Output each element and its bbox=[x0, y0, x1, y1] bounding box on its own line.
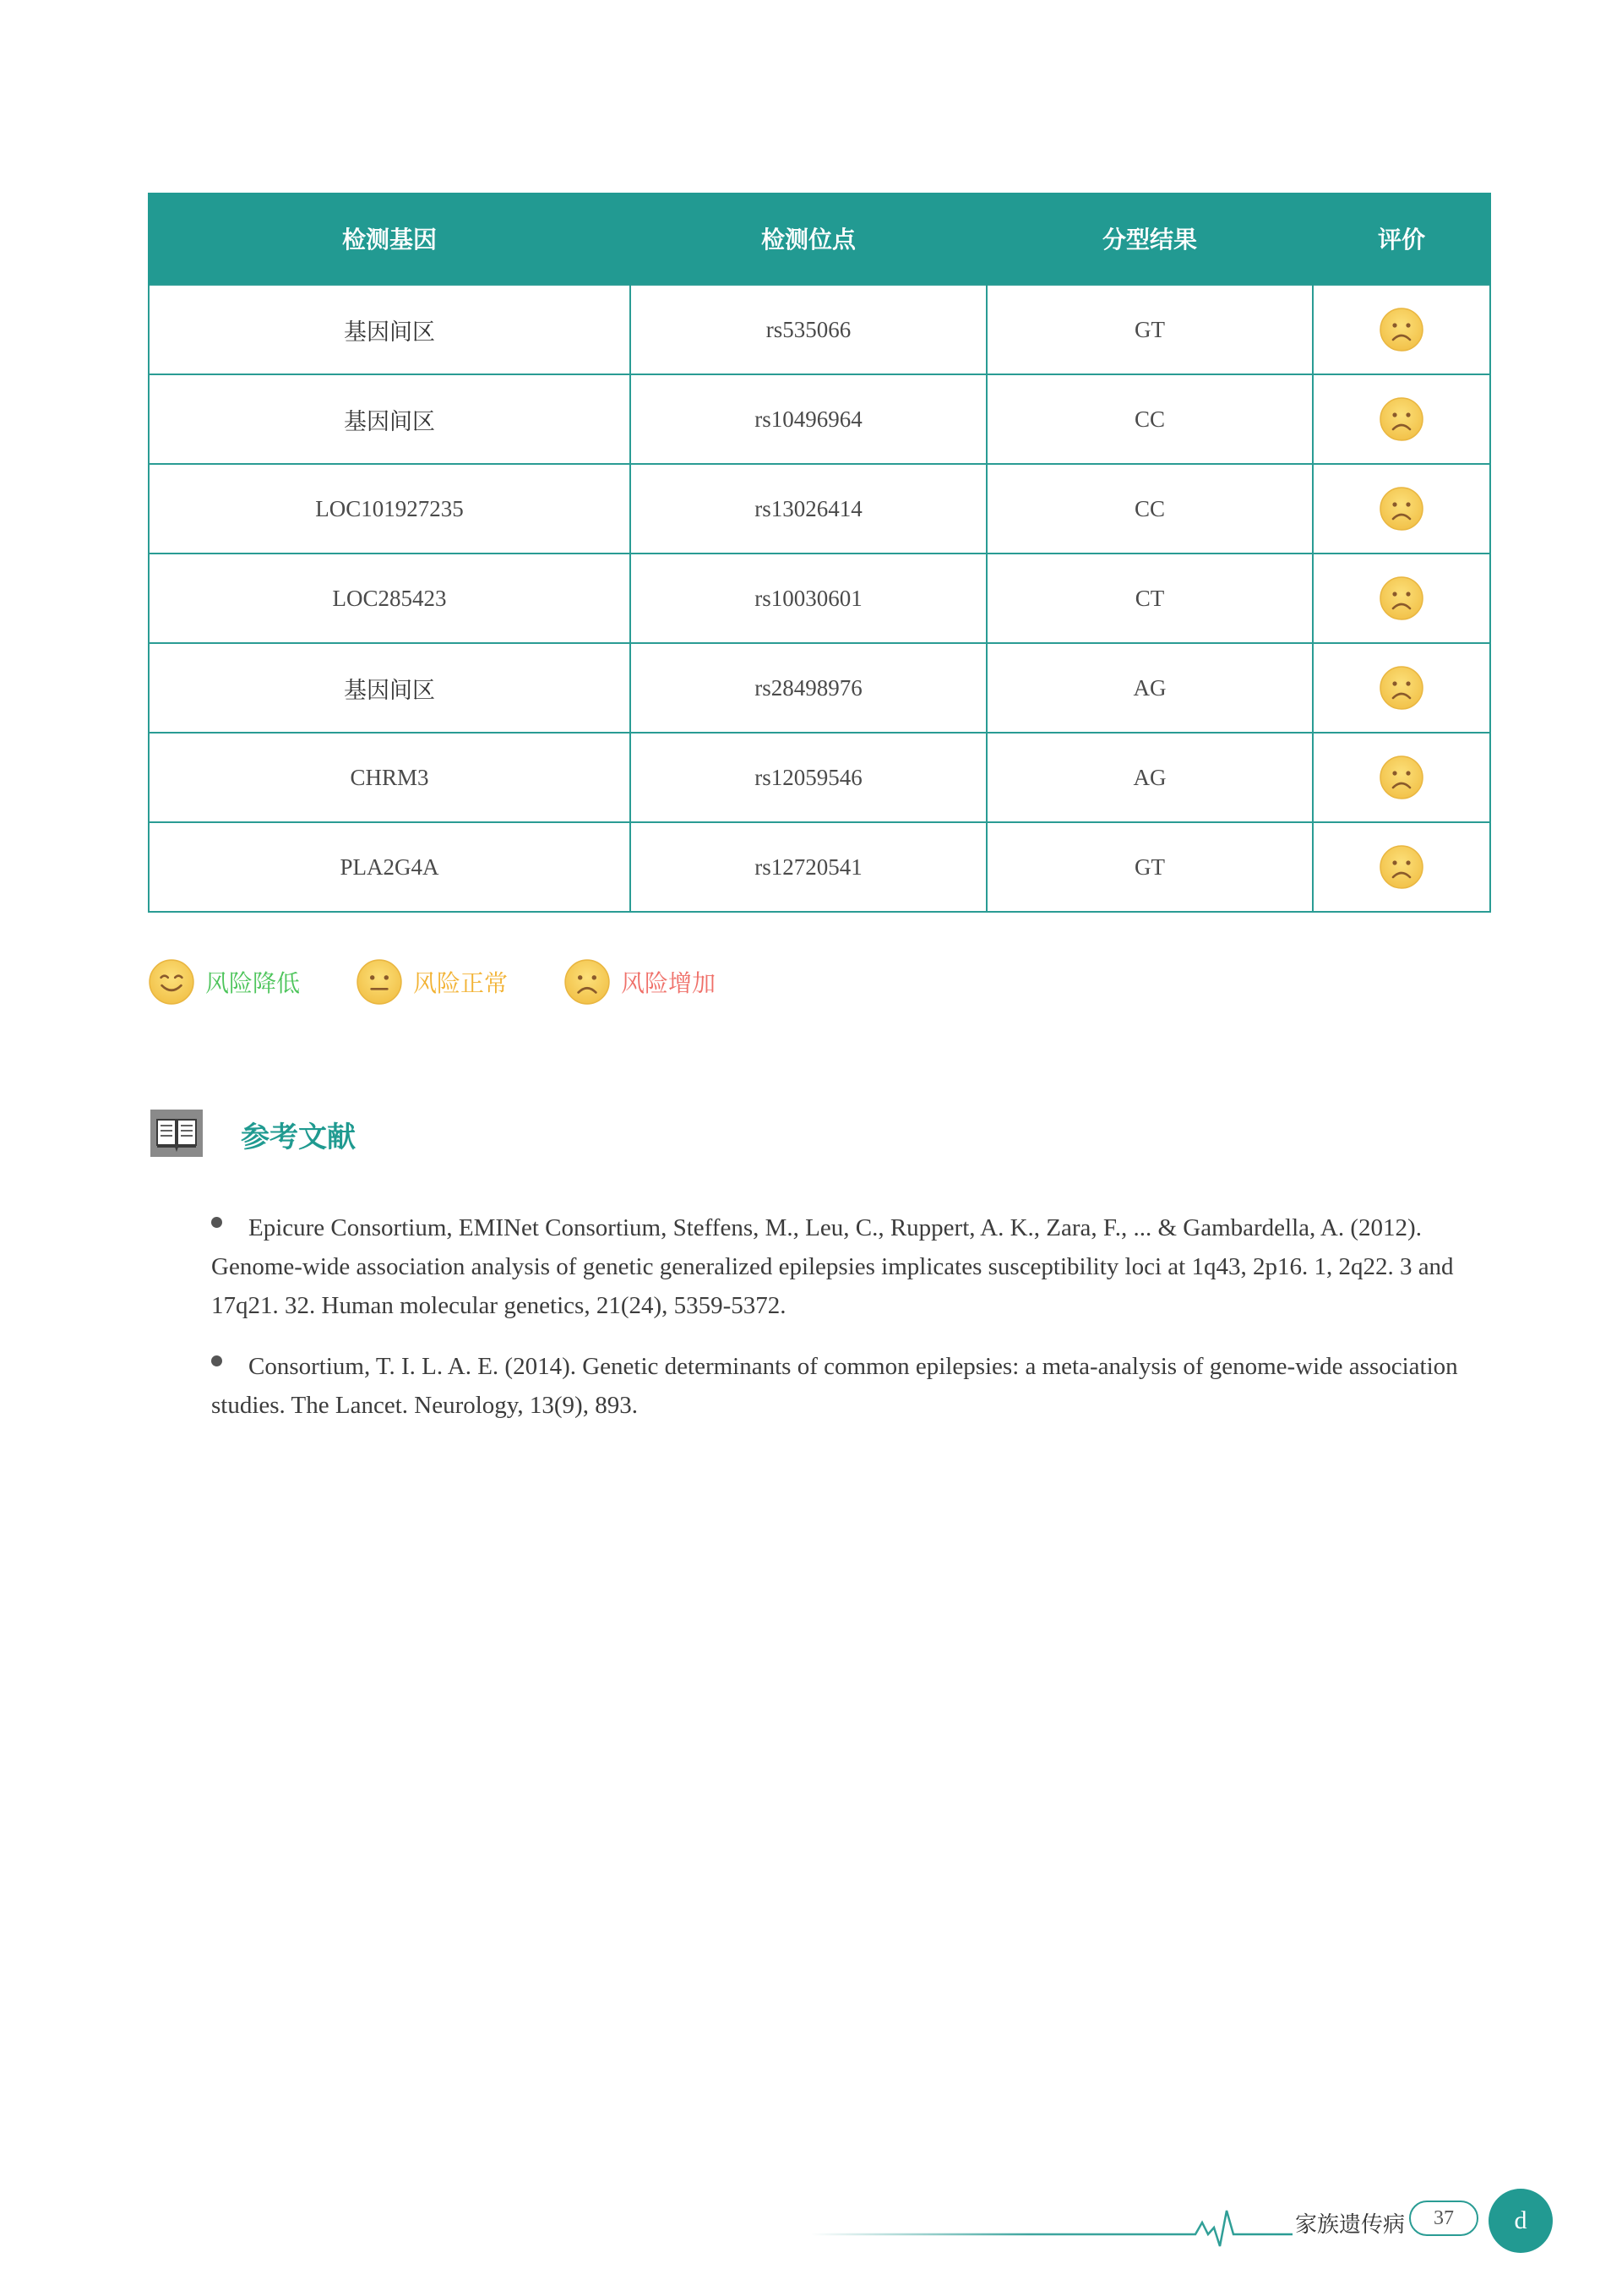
sad-face-icon bbox=[563, 958, 611, 1006]
references-title: 参考文献 bbox=[241, 1121, 356, 1154]
reference-text: Epicure Consortium, EMINet Consortium, Steffens, M., Leu, C., Ruppert, A. K., Zara, F., ... & Gambardella, A. (2012). Genome-wide association analysis of genetic generalized epilepsies implicates susceptibility loci at 1q43, 2p16. 1, 2q22. 3 and 17q21. 32. Human molecular genetics, 21(24), 5359-5372. bbox=[211, 1214, 1454, 1319]
gene-cell: PLA2G4A bbox=[149, 822, 630, 912]
sad-face-icon bbox=[1379, 575, 1424, 621]
table-row bbox=[149, 822, 1490, 912]
rating-cell bbox=[1313, 733, 1490, 822]
footer-title: 家族遗传病 bbox=[1295, 2212, 1406, 2238]
page-badge: d bbox=[1489, 2189, 1553, 2253]
bullet-icon bbox=[211, 1217, 222, 1228]
gene-cell: LOC285423 bbox=[149, 554, 630, 643]
rating-cell bbox=[1313, 822, 1490, 912]
reference-item bbox=[211, 1208, 1512, 1325]
table-row bbox=[149, 464, 1490, 554]
legend-item-increased bbox=[563, 957, 716, 1007]
happy-face-icon bbox=[148, 958, 195, 1006]
legend-label: 风险正常 bbox=[413, 969, 509, 997]
genotype-table bbox=[148, 193, 1491, 913]
reference-text: Consortium, T. I. L. A. E. (2014). Genetic determinants of common epilepsies: a meta-analysis of genome-wide association studies. The Lancet. Neurology, 13(9), 893. bbox=[211, 1353, 1458, 1419]
sad-face-icon bbox=[1379, 396, 1424, 442]
legend-item-normal bbox=[356, 957, 508, 1007]
site-cell: rs10030601 bbox=[630, 554, 987, 643]
header-gene: 检测基因 bbox=[149, 193, 630, 285]
gene-cell: LOC101927235 bbox=[149, 464, 630, 554]
genotype-cell: AG bbox=[987, 733, 1313, 822]
legend-label: 风险降低 bbox=[205, 969, 301, 997]
sad-face-icon bbox=[1379, 755, 1424, 800]
neutral-face-icon bbox=[356, 958, 403, 1006]
references-header bbox=[150, 1110, 203, 1157]
rating-cell bbox=[1313, 464, 1490, 554]
site-cell: rs10496964 bbox=[630, 374, 987, 464]
header-rating: 评价 bbox=[1313, 193, 1490, 285]
legend-item-decreased bbox=[148, 957, 300, 1007]
header-genotype: 分型结果 bbox=[987, 193, 1313, 285]
table-row bbox=[149, 285, 1490, 374]
site-cell: rs28498976 bbox=[630, 643, 987, 733]
rating-cell bbox=[1313, 285, 1490, 374]
genotype-cell: GT bbox=[987, 822, 1313, 912]
sad-face-icon bbox=[1379, 665, 1424, 711]
gene-cell: 基因间区 bbox=[149, 374, 630, 464]
bullet-icon bbox=[211, 1355, 222, 1366]
header-site: 检测位点 bbox=[630, 193, 987, 285]
genotype-cell: CC bbox=[987, 374, 1313, 464]
site-cell: rs12720541 bbox=[630, 822, 987, 912]
book-icon bbox=[150, 1110, 203, 1157]
rating-cell bbox=[1313, 554, 1490, 643]
site-cell: rs12059546 bbox=[630, 733, 987, 822]
rating-cell bbox=[1313, 643, 1490, 733]
genotype-cell: AG bbox=[987, 643, 1313, 733]
page-number: 37 bbox=[1409, 2201, 1478, 2236]
site-cell: rs13026414 bbox=[630, 464, 987, 554]
reference-item bbox=[211, 1347, 1512, 1425]
table-row bbox=[149, 374, 1490, 464]
gene-cell: CHRM3 bbox=[149, 733, 630, 822]
sad-face-icon bbox=[1379, 307, 1424, 352]
gene-cell: 基因间区 bbox=[149, 285, 630, 374]
sad-face-icon bbox=[1379, 844, 1424, 890]
genotype-cell: GT bbox=[987, 285, 1313, 374]
rating-cell bbox=[1313, 374, 1490, 464]
reference-list bbox=[211, 1208, 1512, 1447]
genotype-cell: CC bbox=[987, 464, 1313, 554]
table-header-row bbox=[149, 193, 1490, 285]
genotype-cell: CT bbox=[987, 554, 1313, 643]
gene-cell: 基因间区 bbox=[149, 643, 630, 733]
site-cell: rs535066 bbox=[630, 285, 987, 374]
sad-face-icon bbox=[1379, 486, 1424, 532]
table-row bbox=[149, 733, 1490, 822]
legend-label: 风险增加 bbox=[621, 969, 716, 997]
table-row bbox=[149, 643, 1490, 733]
table-row bbox=[149, 554, 1490, 643]
heartbeat-line bbox=[811, 2197, 1293, 2248]
